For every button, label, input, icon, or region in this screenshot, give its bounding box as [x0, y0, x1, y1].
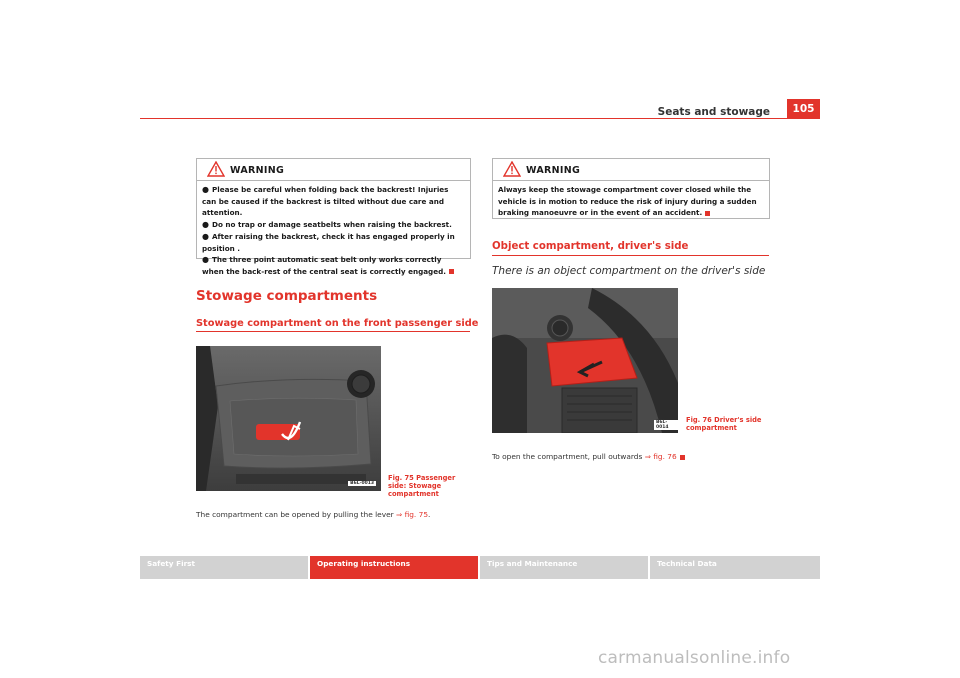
- warning-text: Always keep the stowage compartment cover closed while the vehicle is in motion to reduce the risk of injury during a sudden braking manoeuvre or in the event of an accident.: [498, 185, 757, 218]
- page-number: 105: [787, 99, 820, 118]
- end-square-icon: [705, 211, 710, 216]
- subsection-heading-front: Stowage compartment on the front passenger side: [196, 318, 479, 329]
- watermark: carmanualsonline.info: [598, 648, 791, 668]
- figure-driver-compartment: [492, 288, 678, 433]
- figure-code: B6L-0014: [654, 420, 678, 430]
- figure-reference-link[interactable]: ⇒ fig. 76: [644, 452, 677, 461]
- warning-label: WARNING: [526, 165, 581, 176]
- figure-caption: Fig. 76 Driver's side compartment: [686, 416, 762, 432]
- warning-header: [493, 159, 769, 181]
- warning-header: [197, 159, 470, 181]
- figure-passenger-compartment: [196, 346, 381, 491]
- tab-tips-and-maintenance[interactable]: Tips and Maintenance: [480, 556, 648, 579]
- running-header-title: Seats and stowage: [657, 106, 770, 118]
- tab-safety-first[interactable]: Safety First: [140, 556, 308, 579]
- figure-code: B6L-0013: [350, 481, 374, 486]
- paragraph-driver-compartment: To open the compartment, pull outwards ⇒ fig. 76: [492, 452, 685, 461]
- bullet-icon: ●: [202, 220, 209, 230]
- bullet-icon: ●: [202, 231, 209, 241]
- warning-triangle-icon: [207, 161, 225, 181]
- tab-technical-data[interactable]: Technical Data: [650, 556, 820, 579]
- subsection-rule: [196, 331, 470, 332]
- bullet-icon: ●: [202, 185, 209, 194]
- figure-caption: Fig. 75 Passenger side: Stowage compartment: [388, 474, 456, 498]
- warning-item: ● Do no trap or damage seatbelts when raising the backrest.: [202, 220, 452, 230]
- subsection-heading-driver: Object compartment, driver's side: [492, 241, 689, 252]
- warning-item: ● After raising the backrest, check it has engaged properly in position .: [202, 231, 455, 253]
- warning-item: ● Please be careful when folding back the backrest! Injuries can be caused if the backrest is tilted without due care and attention.: [202, 185, 449, 218]
- warning-triangle-icon: [503, 161, 521, 181]
- bullet-icon: ●: [202, 255, 209, 265]
- subsection-rule: [492, 255, 769, 256]
- section-heading: Stowage compartments: [196, 288, 378, 304]
- warning-box-backrest: [196, 158, 471, 276]
- header-rule: [140, 118, 820, 119]
- warning-box-compartment-cover: [492, 158, 770, 219]
- warning-label: WARNING: [230, 165, 285, 176]
- end-square-icon: [680, 455, 685, 460]
- figure-reference-link[interactable]: ⇒ fig. 75: [396, 510, 429, 519]
- paragraph-front-compartment: The compartment can be opened by pulling the lever ⇒ fig. 75.: [196, 510, 431, 519]
- end-square-icon: [449, 269, 454, 274]
- subsection-subheading: There is an object compartment on the driver's side: [492, 265, 766, 277]
- warning-item: ● The three point automatic seat belt only works correctly when the back-rest of the central seat is correctly engaged.: [202, 254, 465, 277]
- tab-operating-instructions[interactable]: Operating instructions: [310, 556, 478, 579]
